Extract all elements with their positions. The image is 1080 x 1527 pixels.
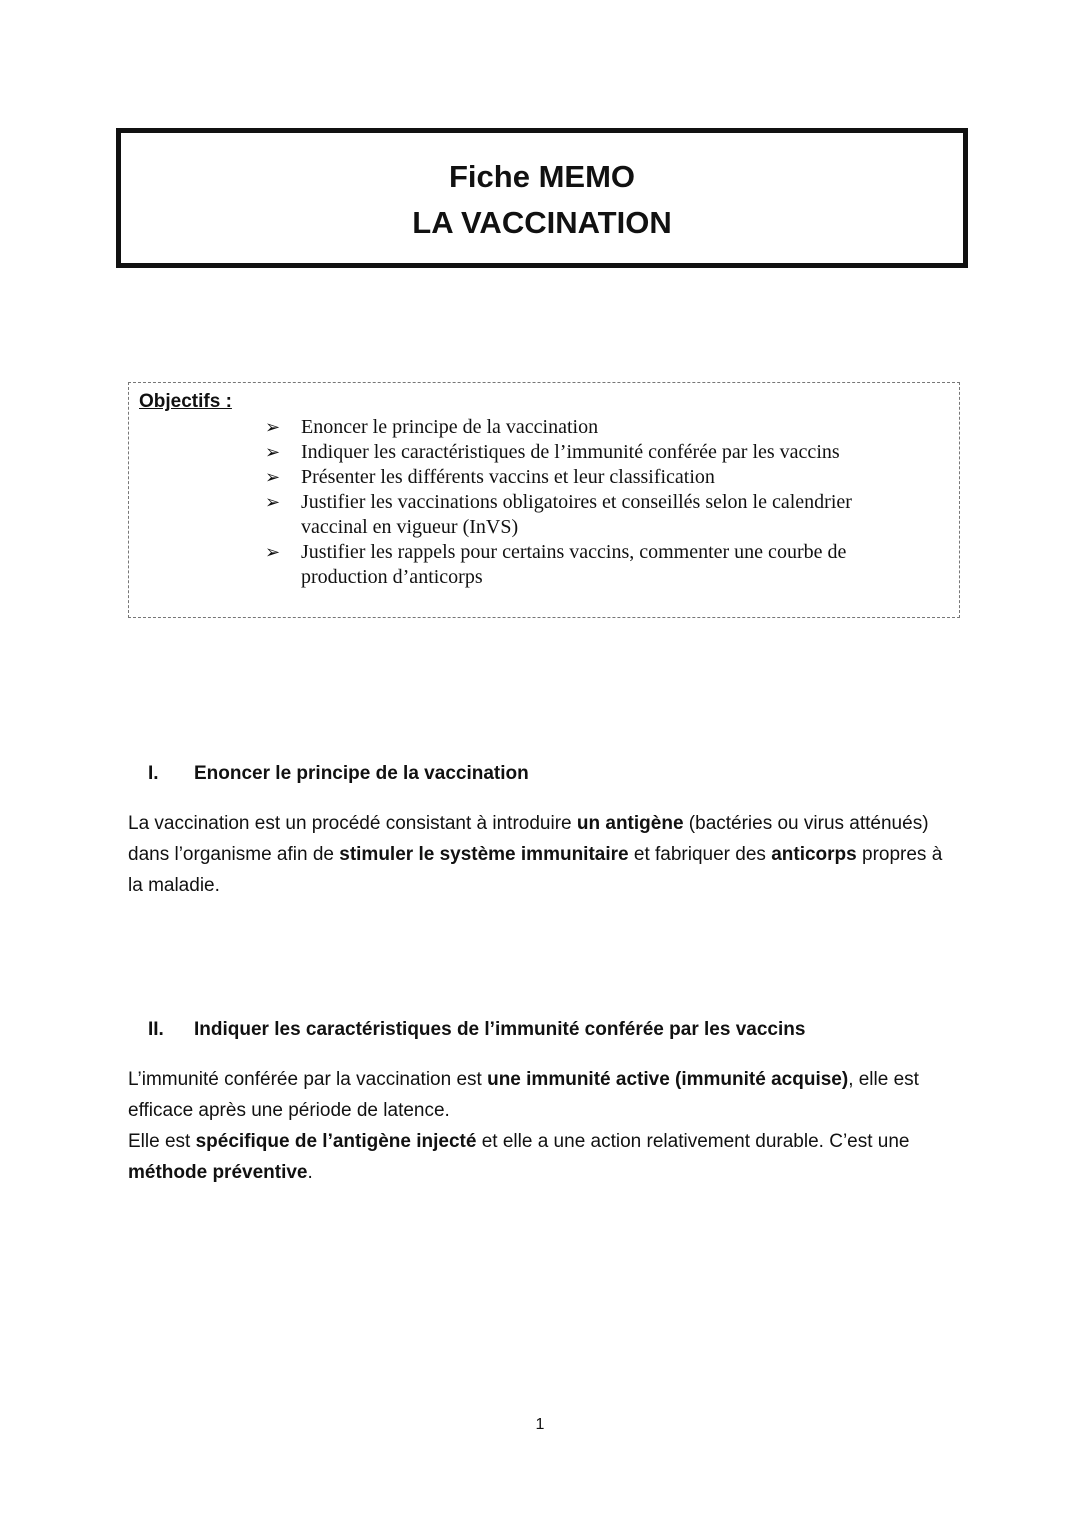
objective-item: ➢ Justifier les rappels pour certains vaccins, commenter une courbe de production d’anticorps (265, 541, 847, 588)
objective-item: ➢ Présenter les différents vaccins et leur classification (265, 466, 715, 488)
section-title: Enoncer le principe de la vaccination (194, 763, 529, 784)
arrow-bullet-icon: ➢ (265, 467, 281, 488)
objectives-box (128, 382, 960, 618)
section-title: Indiquer les caractéristiques de l’immunité conférée par les vaccins (194, 1019, 806, 1040)
section-1-paragraph: La vaccination est un procédé consistant à introduire un antigène (bactéries ou virus atténués) dans l’organisme afin de stimuler le système immunitaire et fabriquer des anticorps propres à la maladie. (128, 813, 943, 896)
objective-item: ➢ Enoncer le principe de la vaccination (265, 416, 599, 438)
section-1-heading (148, 763, 529, 785)
objective-item: ➢ Indiquer les caractéristiques de l’immunité conférée par les vaccins (265, 441, 840, 463)
objectives-list (265, 415, 915, 590)
section-number: I. (148, 763, 159, 784)
arrow-bullet-icon: ➢ (265, 417, 281, 438)
section-number: II. (148, 1019, 164, 1040)
title-box (116, 128, 968, 268)
objectives-label: Objectifs : (139, 391, 232, 412)
section-2-paragraph: L’immunité conférée par la vaccination est une immunité active (immunité acquise), elle est efficace après une période de latence. Elle est spécifique de l’antigène injecté et elle a une action relativement durable. C’est une méthode préventive. (128, 1069, 919, 1183)
arrow-bullet-icon: ➢ (265, 492, 281, 513)
page-number: 1 (535, 1416, 545, 1433)
title-line-2: LA VACCINATION (412, 205, 672, 240)
objective-item: ➢ Justifier les vaccinations obligatoires et conseillés selon le calendrier vaccinal en vigueur (InVS) (265, 491, 852, 538)
section-2-heading (148, 1019, 805, 1041)
arrow-bullet-icon: ➢ (265, 542, 281, 563)
title-line-1: Fiche MEMO (448, 159, 635, 194)
arrow-bullet-icon: ➢ (265, 442, 281, 463)
